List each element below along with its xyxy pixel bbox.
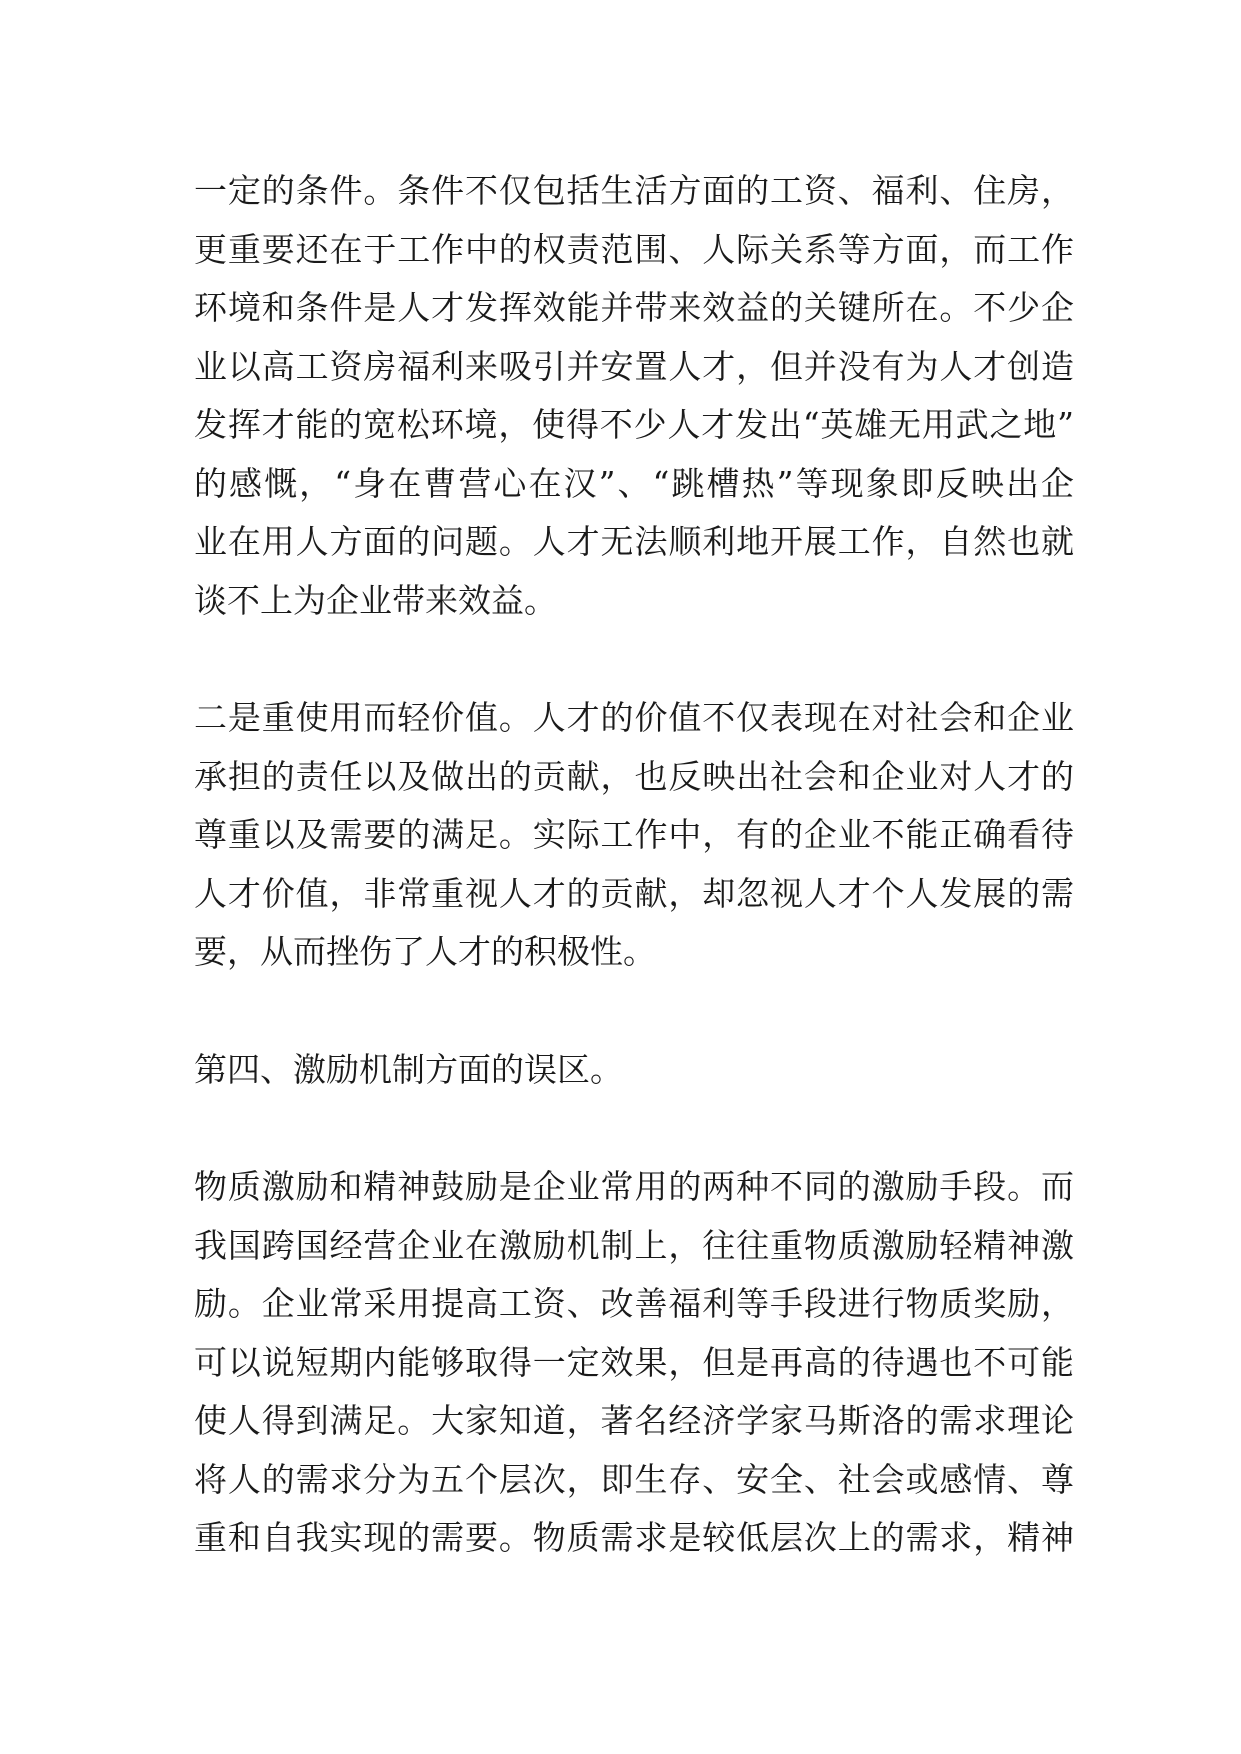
text-line: 人才价值，非常重视人才的贡献，却忽视人才个人发展的需 (194, 873, 1074, 913)
text-line: 更重要还在于工作中的权责范围、人际关系等方面，而工作 (194, 229, 1074, 269)
text-line: 我国跨国经营企业在激励机制上，往往重物质激励轻精神激 (194, 1225, 1074, 1265)
paragraph-gap (194, 630, 1074, 689)
text-line: 尊重以及需要的满足。实际工作中，有的企业不能正确看待 (194, 815, 1074, 854)
text-line: 谈不上为企业带来效益。 (194, 580, 557, 620)
text-line: 环境和条件是人才发挥效能并带来效益的关键所在。不少企 (194, 288, 1074, 327)
text-line: 物质激励和精神鼓励是企业常用的两种不同的激励手段。而 (194, 1167, 1074, 1206)
text-line: 将人的需求分为五个层次，即生存、安全、社会或感情、尊 (194, 1459, 1074, 1499)
text-line: 可以说短期内能够取得一定效果，但是再高的待遇也不可能 (194, 1342, 1074, 1382)
text-line: 要，从而挫伤了人才的积极性。 (194, 932, 656, 971)
text-line: 励。企业常采用提高工资、改善福利等手段进行物质奖励， (194, 1284, 1074, 1323)
paragraph-gap (194, 1099, 1074, 1158)
text-line: 业以高工资房福利来吸引并安置人才，但并没有为人才创造 (194, 346, 1074, 386)
section-heading-incentive (194, 1041, 1074, 1100)
text-line: 重和自我实现的需要。物质需求是较低层次上的需求，精神 (194, 1518, 1074, 1557)
text-line: 发挥才能的宽松环境，使得不少人才发出“英雄无用武之地” (194, 405, 1074, 444)
paragraph-incentive-mechanism (194, 1158, 1074, 1568)
text-line: 一定的条件。条件不仅包括生活方面的工资、福利、住房， (194, 171, 1074, 210)
text-line: 二是重使用而轻价值。人才的价值不仅表现在对社会和企业 (194, 698, 1074, 737)
paragraph-gap (194, 982, 1074, 1041)
document-body (194, 162, 1074, 1568)
text-line: 第四、激励机制方面的误区。 (194, 1049, 623, 1089)
text-line: 业在用人方面的问题。人才无法顺利地开展工作，自然也就 (194, 522, 1074, 561)
text-line: 的感慨，“身在曹营心在汉”、“跳槽热”等现象即反映出企 (194, 463, 1074, 503)
paragraph-use-vs-value (194, 689, 1074, 982)
paragraph-working-conditions (194, 162, 1074, 630)
text-line: 使人得到满足。大家知道，著名经济学家马斯洛的需求理论 (194, 1401, 1074, 1440)
text-line: 承担的责任以及做出的贡献，也反映出社会和企业对人才的 (194, 756, 1074, 796)
